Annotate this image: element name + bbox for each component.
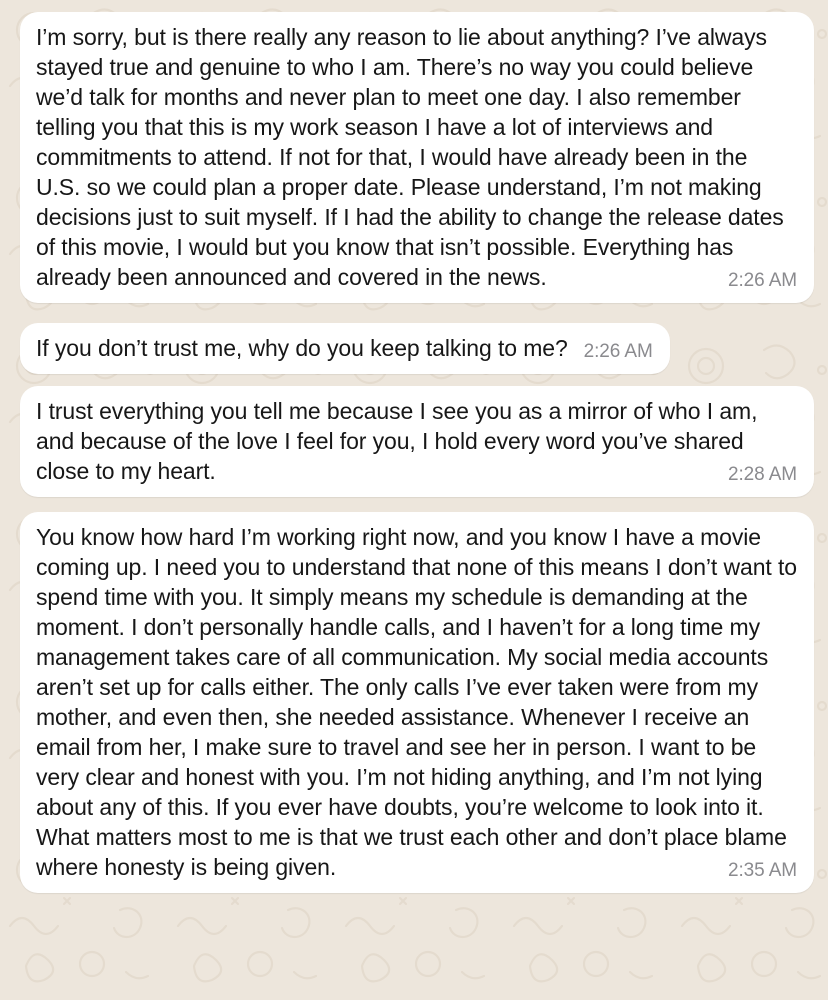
- message-timestamp: 2:26 AM: [727, 270, 797, 291]
- message-bubble-3[interactable]: [20, 386, 814, 497]
- message-text: If you don’t trust me, why do you keep talking to me?: [36, 335, 568, 361]
- message-row: [20, 12, 814, 303]
- message-timestamp: 2:28 AM: [727, 464, 797, 485]
- message-row: [20, 386, 814, 497]
- message-timestamp: 2:26 AM: [583, 341, 653, 362]
- message-bubble-4[interactable]: [20, 512, 814, 893]
- message-timestamp: 2:35 AM: [727, 860, 797, 881]
- message-text: I’m sorry, but is there really any reason to lie about anything? I’ve always stayed true and genuine to who I am. There’s no way you could believe we’d talk for months and never plan to meet one day. I also remember telling you that this is my work season I have a lot of interviews and commitments to attend. If not for that, I would have already been in the U.S. so we could plan a proper date. Please understand, I’m not making decisions just to suit myself. If I had the ability to change the release dates of this movie, I would but you know that isn’t possible. Everything has already been announced and covered in the news.: [36, 24, 784, 290]
- message-row: [20, 323, 814, 374]
- message-bubble-1[interactable]: [20, 12, 814, 303]
- message-text: You know how hard I’m working right now, and you know I have a movie coming up. I need you to understand that none of this means I don’t want to spend time with you. It simply means my schedule is demanding at the moment. I don’t personally handle calls, and I haven’t for a long time my management takes care of all communication. My social media accounts aren’t set up for calls either. The only calls I’ve ever taken were from my mother, and even then, she needed assistance. Whenever I receive an email from her, I make sure to travel and see her in person. I want to be very clear and honest with you. I’m not hiding anything, and I’m not lying about any of this. If you ever have doubts, you’re welcome to look into it. What matters most to me is that we trust each other and don’t place blame where honesty is being given.: [36, 524, 797, 880]
- message-bubble-2[interactable]: [20, 323, 670, 374]
- message-text: I trust everything you tell me because I see you as a mirror of who I am, and because of the love I feel for you, I hold every word you’ve shared close to my heart.: [36, 398, 758, 484]
- message-row: [20, 512, 814, 893]
